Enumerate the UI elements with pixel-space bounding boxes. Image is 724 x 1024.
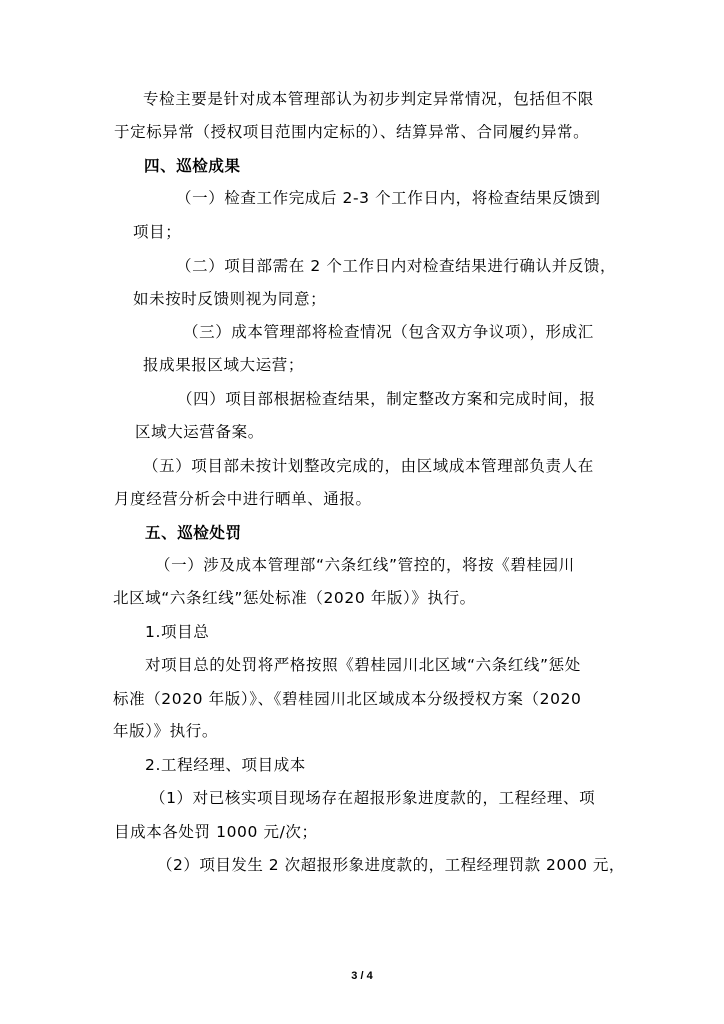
- page-number: 3 / 4: [351, 970, 373, 982]
- section-heading: 五、巡检处罚: [145, 524, 242, 542]
- text-line: 标准（2020 年版）》、《碧桂园川北区域成本分级授权方案（2020: [113, 690, 582, 708]
- text-line: （1）对已核实项目现场存在超报形象进度款的，工程经理、项: [150, 789, 596, 807]
- text-line: （四）项目部根据检查结果，制定整改方案和完成时间，报: [177, 390, 596, 408]
- text-line: （一）涉及成本管理部“六条红线”管控的，将按《碧桂园川: [155, 556, 575, 574]
- text-line: 项目；: [133, 223, 182, 241]
- text-line: 专检主要是针对成本管理部认为初步判定异常情况，包括但不限: [143, 90, 594, 108]
- text-line: （三）成本管理部将检查情况（包含双方争议项），形成汇: [183, 323, 594, 341]
- text-line: 报成果报区域大运营；: [143, 356, 305, 374]
- subsection-heading: 1.项目总: [145, 623, 210, 641]
- text-line: （一）检查工作完成后 2-3 个工作日内，将检查结果反馈到: [176, 189, 601, 207]
- text-line: 如未按时反馈则视为同意；: [133, 290, 327, 308]
- text-line: 于定标异常（授权项目范围内定标的）、结算异常、合同履约异常。: [114, 123, 590, 141]
- text-line: 月度经营分析会中进行晒单、通报。: [114, 490, 372, 508]
- text-line: （五）项目部未按计划整改完成的，由区域成本管理部负责人在: [143, 457, 594, 475]
- text-line: 对项目总的处罚将严格按照《碧桂园川北区域“六条红线”惩处: [145, 656, 581, 674]
- subsection-heading: 2.工程经理、项目成本: [145, 756, 306, 774]
- text-line: （二）项目部需在 2 个工作日内对检查结果进行确认并反馈，: [176, 257, 617, 275]
- text-line: （2）项目发生 2 次超报形象进度款的，工程经理罚款 2000 元，: [157, 856, 625, 874]
- text-line: 北区域“六条红线”惩处标准（2020 年版）》执行。: [113, 589, 476, 607]
- text-line: 区域大运营备案。: [135, 423, 264, 441]
- section-heading: 四、巡检成果: [144, 157, 241, 175]
- text-line: 年版）》执行。: [113, 722, 218, 740]
- text-line: 目成本各处罚 1000 元/次；: [114, 823, 318, 841]
